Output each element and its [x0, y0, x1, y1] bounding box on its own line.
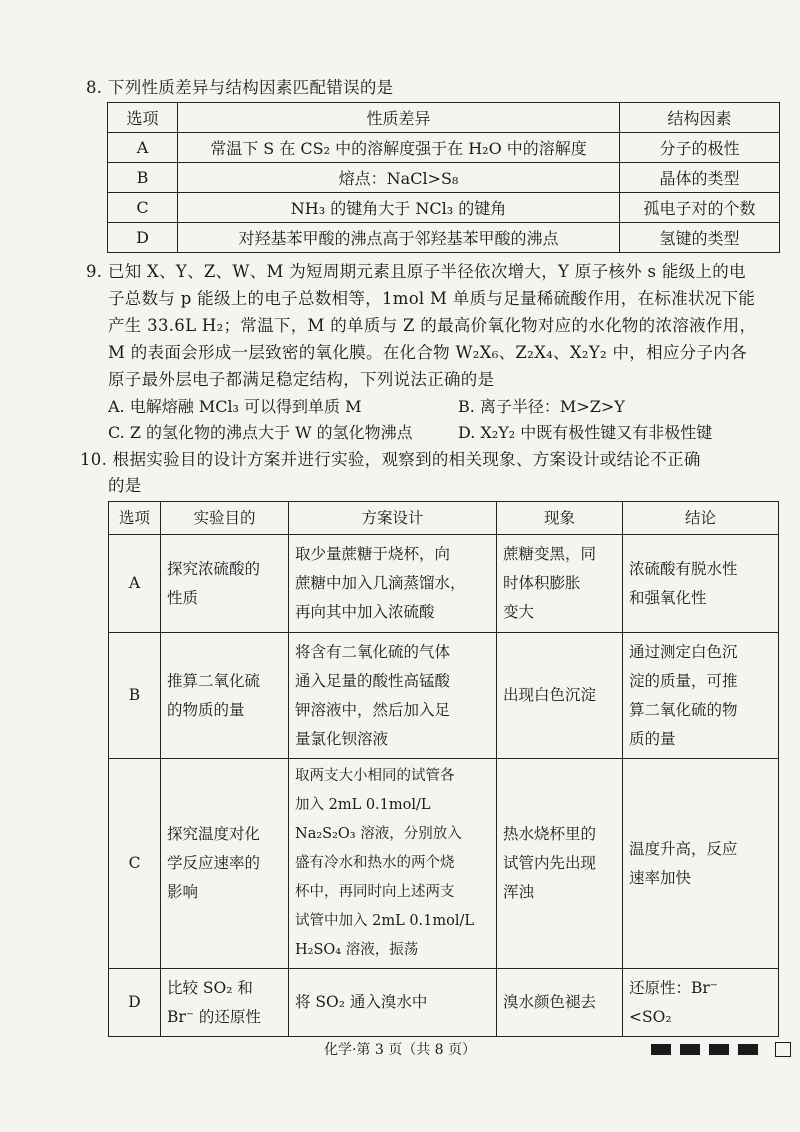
- q8-prop: 对羟基苯甲酸的沸点高于邻羟基苯甲酸的沸点: [178, 223, 620, 253]
- q8-table: [107, 102, 780, 253]
- q8-header-option: 选项: [108, 103, 178, 133]
- footer-mark: [680, 1044, 700, 1055]
- q10-purpose: [161, 969, 289, 1037]
- cell-line: 比较 SO₂ 和: [167, 978, 253, 997]
- q9-option-c: C. Z 的氢化物的沸点大于 W 的氢化物沸点: [108, 423, 413, 442]
- cell-line: Br⁻ 的还原性: [167, 1007, 261, 1026]
- table-row: [109, 969, 779, 1037]
- footer-mark: [709, 1044, 729, 1055]
- q8-prop: 熔点：NaCl>S₈: [178, 163, 620, 193]
- q9-line: 9. 已知 X、Y、Z、W、M 为短周期元素且原子半径依次增大，Y 原子核外 s 能级上的电: [86, 262, 746, 281]
- cell-line: 取少量蔗糖于烧杯，向: [295, 545, 451, 563]
- cell-line: 的物质的量: [167, 700, 245, 719]
- q10-design: [289, 633, 497, 759]
- cell-line: 速率加快: [629, 868, 692, 887]
- footer-mark: [738, 1044, 758, 1055]
- cell-line: 性质: [167, 588, 199, 607]
- table-row: [108, 223, 780, 253]
- q8-factor: 分子的极性: [620, 133, 780, 163]
- q10-stem-line2: 的是: [108, 476, 142, 495]
- q10-opt: B: [109, 633, 161, 759]
- cell-line: 杯中，再同时向上述两支: [295, 884, 455, 900]
- q9-line: M 的表面会形成一层致密的氧化膜。在化合物 W₂X₆、Z₂X₄、X₂Y₂ 中，相应分子内各: [108, 343, 747, 362]
- footer-mark: [651, 1044, 671, 1055]
- cell-line: 淀的质量，可推: [629, 671, 738, 690]
- q8-opt: B: [108, 163, 178, 193]
- cell-line: 质的量: [629, 729, 676, 748]
- table-row: [109, 633, 779, 759]
- cell-line: Na₂S₂O₃ 溶液，分别放入: [295, 826, 462, 842]
- cell-line: 钾溶液中，然后加入足: [295, 700, 451, 719]
- q8-factor: 孤电子对的个数: [620, 193, 780, 223]
- q9-line: 子总数与 p 能级上的电子总数相等，1mol M 单质与足量稀硫酸作用，在标准状况下能: [108, 289, 756, 308]
- cell-line: 蔗糖变黑，同: [503, 545, 597, 563]
- q8-opt: A: [108, 133, 178, 163]
- q10-phenomenon: [497, 969, 623, 1037]
- q10-design: [289, 969, 497, 1037]
- cell-line: 推算二氧化硫: [167, 671, 261, 690]
- cell-line: 热水烧杯里的: [503, 825, 597, 843]
- cell-line: 加入 2mL 0.1mol/L: [295, 797, 431, 813]
- cell-line: 还原性：Br⁻: [629, 978, 718, 997]
- cell-line: 浓硫酸有脱水性: [629, 559, 738, 578]
- cell-line: 通过测定白色沉: [629, 642, 738, 661]
- footer-box-mark: [775, 1042, 791, 1057]
- q10-conclusion: [623, 969, 779, 1037]
- cell-line: 浑浊: [503, 883, 535, 901]
- q8-header-property: 性质差异: [178, 103, 620, 133]
- cell-line: 试管中加入 2mL 0.1mol/L: [295, 913, 475, 929]
- q8-prop: 常温下 S 在 CS₂ 中的溶解度强于在 H₂O 中的溶解度: [178, 133, 620, 163]
- cell-line: 溴水颜色褪去: [503, 993, 597, 1011]
- cell-line: 再向其中加入浓硫酸: [295, 603, 435, 621]
- q9-option-a: A. 电解熔融 MCl₃ 可以得到单质 M: [108, 397, 362, 416]
- cell-line: 温度升高，反应: [629, 839, 738, 858]
- cell-line: 试管内先出现: [503, 854, 597, 872]
- q10-purpose: [161, 535, 289, 633]
- cell-line: 影响: [167, 883, 199, 901]
- q10-header-conclusion: 结论: [623, 502, 779, 535]
- cell-line: 将 SO₂ 通入溴水中: [295, 993, 428, 1011]
- q10-phenomenon: [497, 759, 623, 969]
- cell-line: 量氯化钡溶液: [295, 729, 389, 748]
- cell-line: 将含有二氧化硫的气体: [295, 642, 451, 661]
- cell-line: 盛有冷水和热水的两个烧: [295, 855, 455, 871]
- q9-line: 原子最外层电子都满足稳定结构，下列说法正确的是: [108, 370, 495, 389]
- q10-phenomenon: [497, 633, 623, 759]
- table-row: [109, 759, 779, 969]
- cell-line: 学反应速率的: [167, 854, 261, 872]
- q8-factor: 氢键的类型: [620, 223, 780, 253]
- cell-line: 取两支大小相同的试管各: [295, 768, 455, 784]
- q10-header-purpose: 实验目的: [161, 502, 289, 535]
- q10-header-phenomenon: 现象: [497, 502, 623, 535]
- q8-stem: 8. 下列性质差异与结构因素匹配错误的是: [86, 78, 394, 97]
- q10-opt: D: [109, 969, 161, 1037]
- cell-line: 探究浓硫酸的: [167, 559, 261, 578]
- cell-line: 和强氧化性: [629, 588, 707, 607]
- q8-header-row: [108, 103, 780, 133]
- cell-line: 通入足量的酸性高锰酸: [295, 671, 451, 690]
- q10-purpose: [161, 633, 289, 759]
- q10-header-option: 选项: [109, 502, 161, 535]
- q8-header-factor: 结构因素: [620, 103, 780, 133]
- table-row: [108, 163, 780, 193]
- cell-line: 出现白色沉淀: [503, 686, 597, 704]
- page-footer: 化学·第 3 页（共 8 页）: [323, 1042, 477, 1058]
- cell-line: 变大: [503, 603, 535, 621]
- q10-header-design: 方案设计: [289, 502, 497, 535]
- q10-table: [108, 501, 779, 1037]
- q10-design: [289, 759, 497, 969]
- q8-opt: C: [108, 193, 178, 223]
- q8-factor: 晶体的类型: [620, 163, 780, 193]
- table-row: [108, 133, 780, 163]
- cell-line: 时体积膨胀: [503, 574, 581, 592]
- q10-phenomenon: [497, 535, 623, 633]
- cell-line: 蔗糖中加入几滴蒸馏水，: [295, 574, 466, 592]
- q10-header-row: [109, 502, 779, 535]
- table-row: [108, 193, 780, 223]
- q10-opt: A: [109, 535, 161, 633]
- q9-option-b: B. 离子半径：M>Z>Y: [458, 397, 625, 416]
- cell-line: 探究温度对化: [167, 825, 261, 843]
- q9-option-d: D. X₂Y₂ 中既有极性键又有非极性键: [458, 423, 713, 442]
- table-row: [109, 535, 779, 633]
- cell-line: 算二氧化硫的物: [629, 700, 738, 719]
- q10-purpose: [161, 759, 289, 969]
- q10-conclusion: [623, 535, 779, 633]
- q10-stem-line1: 10. 根据实验目的设计方案并进行实验，观察到的相关现象、方案设计或结论不正确: [80, 450, 701, 469]
- cell-line: <SO₂: [629, 1007, 672, 1026]
- q10-design: [289, 535, 497, 633]
- cell-line: H₂SO₄ 溶液，振荡: [295, 942, 419, 958]
- q10-conclusion: [623, 633, 779, 759]
- q10-conclusion: [623, 759, 779, 969]
- q8-prop: NH₃ 的键角大于 NCl₃ 的键角: [178, 193, 620, 223]
- q10-opt: C: [109, 759, 161, 969]
- q9-line: 产生 33.6L H₂；常温下，M 的单质与 Z 的最高价氧化物对应的水化物的浓溶液作用，: [108, 316, 757, 335]
- q8-opt: D: [108, 223, 178, 253]
